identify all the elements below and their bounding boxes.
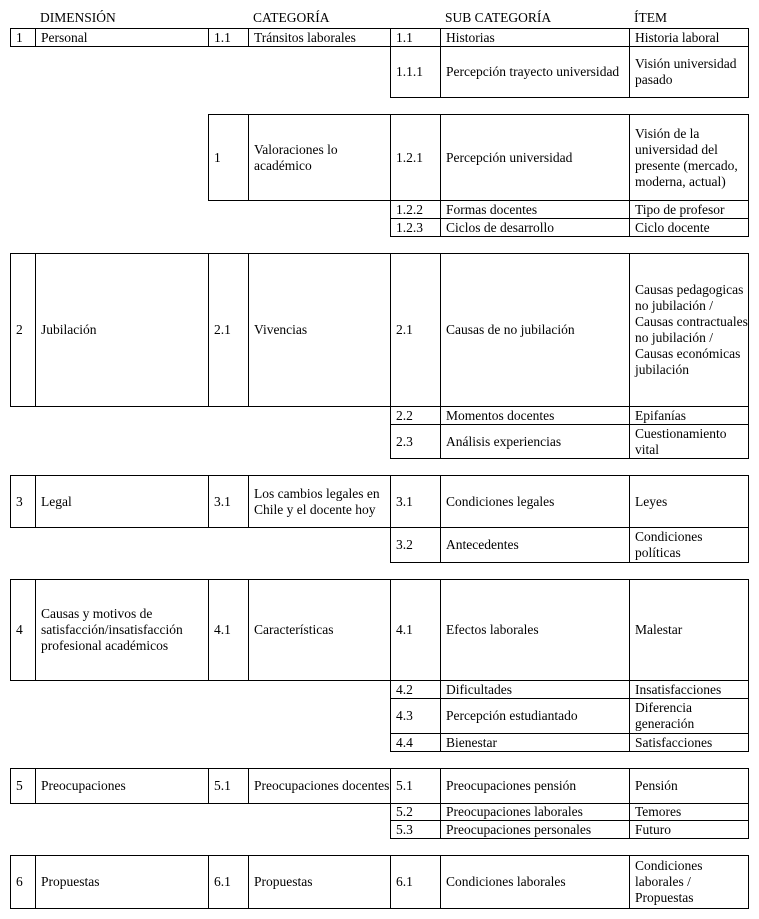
subcategory-number: 3.1 (390, 475, 441, 528)
subcategory-number: 6.1 (390, 855, 441, 909)
subcategory-label: Condiciones laborales (440, 855, 630, 909)
category-number: 5.1 (208, 768, 249, 804)
dimension-label: Jubilación (35, 253, 209, 407)
category-number: 2.1 (208, 253, 249, 407)
subcategory-label: Condiciones legales (440, 475, 630, 528)
dimension-number: 5 (10, 768, 36, 804)
subcategory-label: Historias (440, 28, 630, 47)
subcategory-number: 5.1 (390, 768, 441, 804)
dimension-label: Legal (35, 475, 209, 528)
header-dimension: DIMENSIÓN (40, 10, 116, 25)
item-label: Condiciones laborales / Propuestas (629, 855, 749, 909)
subcategory-label: Dificultades (440, 680, 630, 699)
item-label: Satisfacciones (629, 733, 749, 752)
category-label: Preocupaciones docentes (248, 768, 391, 804)
item-label: Futuro (629, 820, 749, 839)
subcategory-label: Bienestar (440, 733, 630, 752)
subcategory-number: 4.3 (390, 698, 441, 734)
dimension-number: 1 (10, 28, 36, 47)
subcategory-number: 4.2 (390, 680, 441, 699)
category-number: 1.1 (208, 28, 249, 47)
subcategory-number: 1.1.1 (390, 46, 441, 98)
subcategory-number: 3.2 (390, 527, 441, 563)
header-category: CATEGORÍA (253, 10, 330, 25)
subcategory-label: Percepción universidad (440, 114, 630, 201)
subcategory-label: Efectos laborales (440, 579, 630, 681)
subcategory-number: 2.2 (390, 406, 441, 425)
item-label: Visión universidad pasado (629, 46, 749, 98)
header-subcategory: SUB CATEGORÍA (445, 10, 552, 25)
dimension-label: Causas y motivos de satisfacción/insatisfacción profesional académicos (35, 579, 209, 681)
subcategory-number: 2.3 (390, 424, 441, 459)
category-label: Los cambios legales en Chile y el docente hoy (248, 475, 391, 528)
subcategory-label: Percepción trayecto universidad (440, 46, 630, 98)
item-label: Visión de la universidad del presente (mercado, moderna, actual) (629, 114, 749, 201)
subcategory-number: 5.3 (390, 820, 441, 839)
item-label: Malestar (629, 579, 749, 681)
item-label: Ciclo docente (629, 218, 749, 237)
subcategory-label: Formas docentes (440, 200, 630, 219)
dimension-label: Preocupaciones (35, 768, 209, 804)
subcategory-number: 1.1 (390, 28, 441, 47)
category-label: Propuestas (248, 855, 391, 909)
item-label: Historia laboral (629, 28, 749, 47)
dimension-number: 4 (10, 579, 36, 681)
header-item: ÍTEM (634, 10, 667, 25)
subcategory-label: Preocupaciones laborales (440, 803, 630, 821)
item-label: Tipo de profesor (629, 200, 749, 219)
subcategory-label: Análisis experiencias (440, 424, 630, 459)
subcategory-number: 4.1 (390, 579, 441, 681)
subcategory-label: Percepción estudiantado (440, 698, 630, 734)
item-label: Condiciones políticas (629, 527, 749, 563)
category-number: 3.1 (208, 475, 249, 528)
item-label: Diferencia generación (629, 698, 749, 734)
category-number: 4.1 (208, 579, 249, 681)
subcategory-label: Preocupaciones pensión (440, 768, 630, 804)
category-number: 1 (208, 114, 249, 201)
subcategory-label: Ciclos de desarrollo (440, 218, 630, 237)
item-label: Temores (629, 803, 749, 821)
item-label: Leyes (629, 475, 749, 528)
dimension-number: 2 (10, 253, 36, 407)
category-label: Valoraciones lo académico (248, 114, 391, 201)
dimension-label: Personal (35, 28, 209, 47)
item-label: Insatisfacciones (629, 680, 749, 699)
item-label: Pensión (629, 768, 749, 804)
category-number: 6.1 (208, 855, 249, 909)
category-label: Tránsitos laborales (248, 28, 391, 47)
subcategory-number: 1.2.2 (390, 200, 441, 219)
subcategory-number: 4.4 (390, 733, 441, 752)
subcategory-number: 1.2.3 (390, 218, 441, 237)
item-label: Cuestionamiento vital (629, 424, 749, 459)
category-label: Vivencias (248, 253, 391, 407)
item-label: Causas pedagogicas no jubilación / Causas contractuales no jubilación / Causas económicas jubilación (629, 253, 749, 407)
dimension-number: 3 (10, 475, 36, 528)
subcategory-number: 1.2.1 (390, 114, 441, 201)
subcategory-label: Antecedentes (440, 527, 630, 563)
dimension-label: Propuestas (35, 855, 209, 909)
subcategory-label: Causas de no jubilación (440, 253, 630, 407)
subcategory-number: 5.2 (390, 803, 441, 821)
subcategory-label: Momentos docentes (440, 406, 630, 425)
subcategory-number: 2.1 (390, 253, 441, 407)
dimension-number: 6 (10, 855, 36, 909)
category-label: Características (248, 579, 391, 681)
item-label: Epifanías (629, 406, 749, 425)
subcategory-label: Preocupaciones personales (440, 820, 630, 839)
